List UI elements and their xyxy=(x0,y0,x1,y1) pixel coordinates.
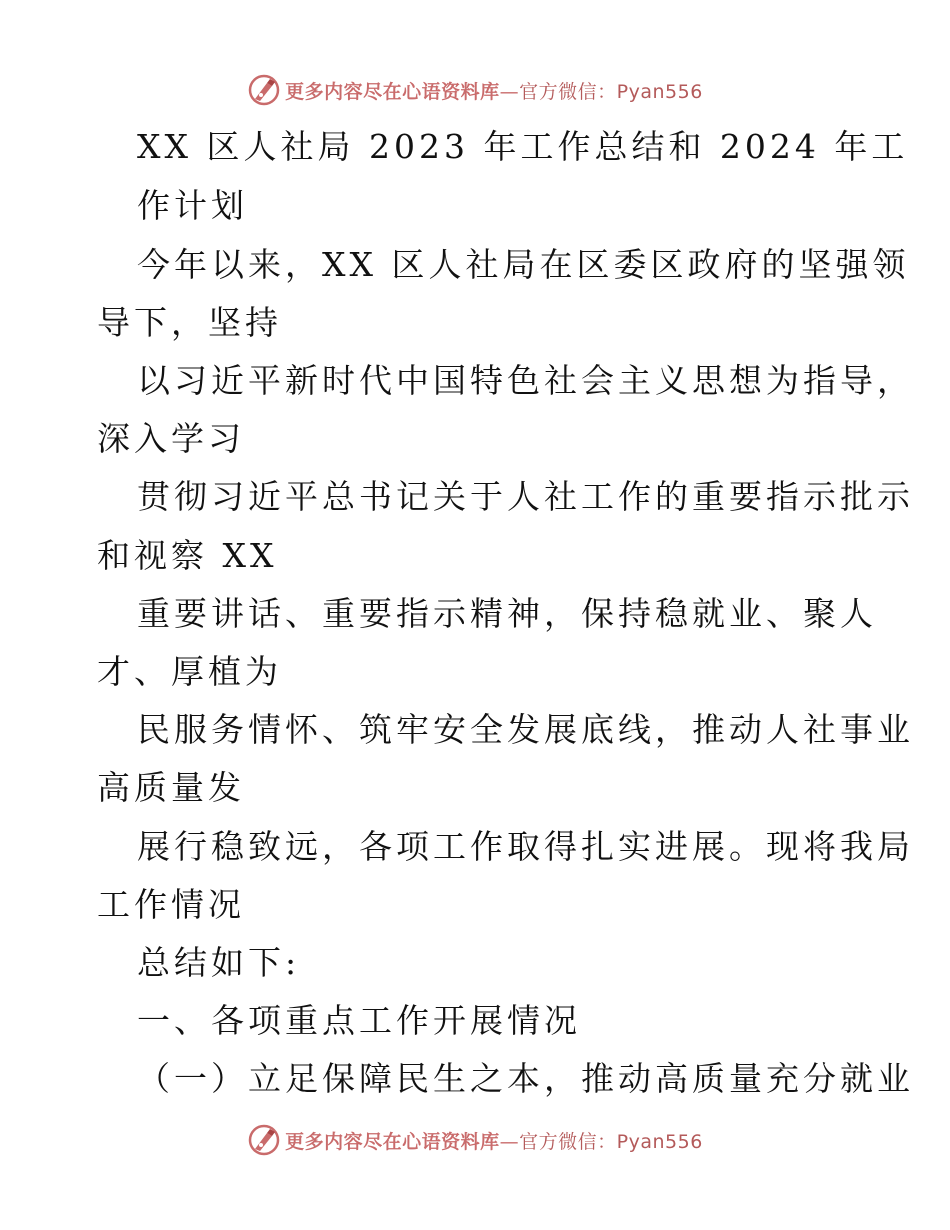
body-line: 才、厚植为 xyxy=(97,652,282,691)
watermark-text xyxy=(285,1127,703,1154)
body-line: 民服务情怀、筑牢安全发展底线，推动人社事业 xyxy=(137,710,914,749)
body-line: 重要讲话、重要指示精神，保持稳就业、聚人 xyxy=(137,594,877,633)
body-line: 工作情况 xyxy=(97,885,245,924)
pen-nib-logo-icon xyxy=(247,73,281,107)
header-watermark xyxy=(0,72,950,108)
watermark-dash: — xyxy=(499,80,520,103)
footer-watermark xyxy=(0,1122,950,1158)
watermark-main: 更多内容尽在心语资料库 xyxy=(285,1130,500,1153)
watermark-contact: 官方微信：Pyan556 xyxy=(519,80,703,103)
body-line: 以习近平新时代中国特色社会主义思想为指导， xyxy=(137,361,914,400)
body-line: 贯彻习近平总书记关于人社工作的重要指示批示 xyxy=(137,477,914,516)
body-line: 今年以来，XX 区人社局在区委区政府的坚强领 xyxy=(137,245,910,284)
pen-nib-logo-icon xyxy=(247,1123,281,1157)
subsection-heading: （一）立足保障民生之本，推动高质量充分就业 xyxy=(137,1059,914,1098)
watermark-dash: — xyxy=(499,1130,520,1153)
document-title-line-1: XX 区人社局 2023 年工作总结和 2024 年工 xyxy=(137,127,909,166)
watermark-main: 更多内容尽在心语资料库 xyxy=(285,80,500,103)
body-line: 导下，坚持 xyxy=(97,303,282,342)
watermark-contact: 官方微信：Pyan556 xyxy=(519,1130,703,1153)
body-line: 高质量发 xyxy=(97,768,245,807)
document-title-line-2: 作计划 xyxy=(137,186,248,225)
section-heading: 一、各项重点工作开展情况 xyxy=(137,1001,581,1040)
body-line: 总结如下: xyxy=(137,943,301,982)
body-line: 和视察 XX xyxy=(97,536,278,575)
body-line: 深入学习 xyxy=(97,419,245,458)
watermark-text xyxy=(285,77,703,104)
body-line: 展行稳致远，各项工作取得扎实进展。现将我局 xyxy=(137,827,914,866)
